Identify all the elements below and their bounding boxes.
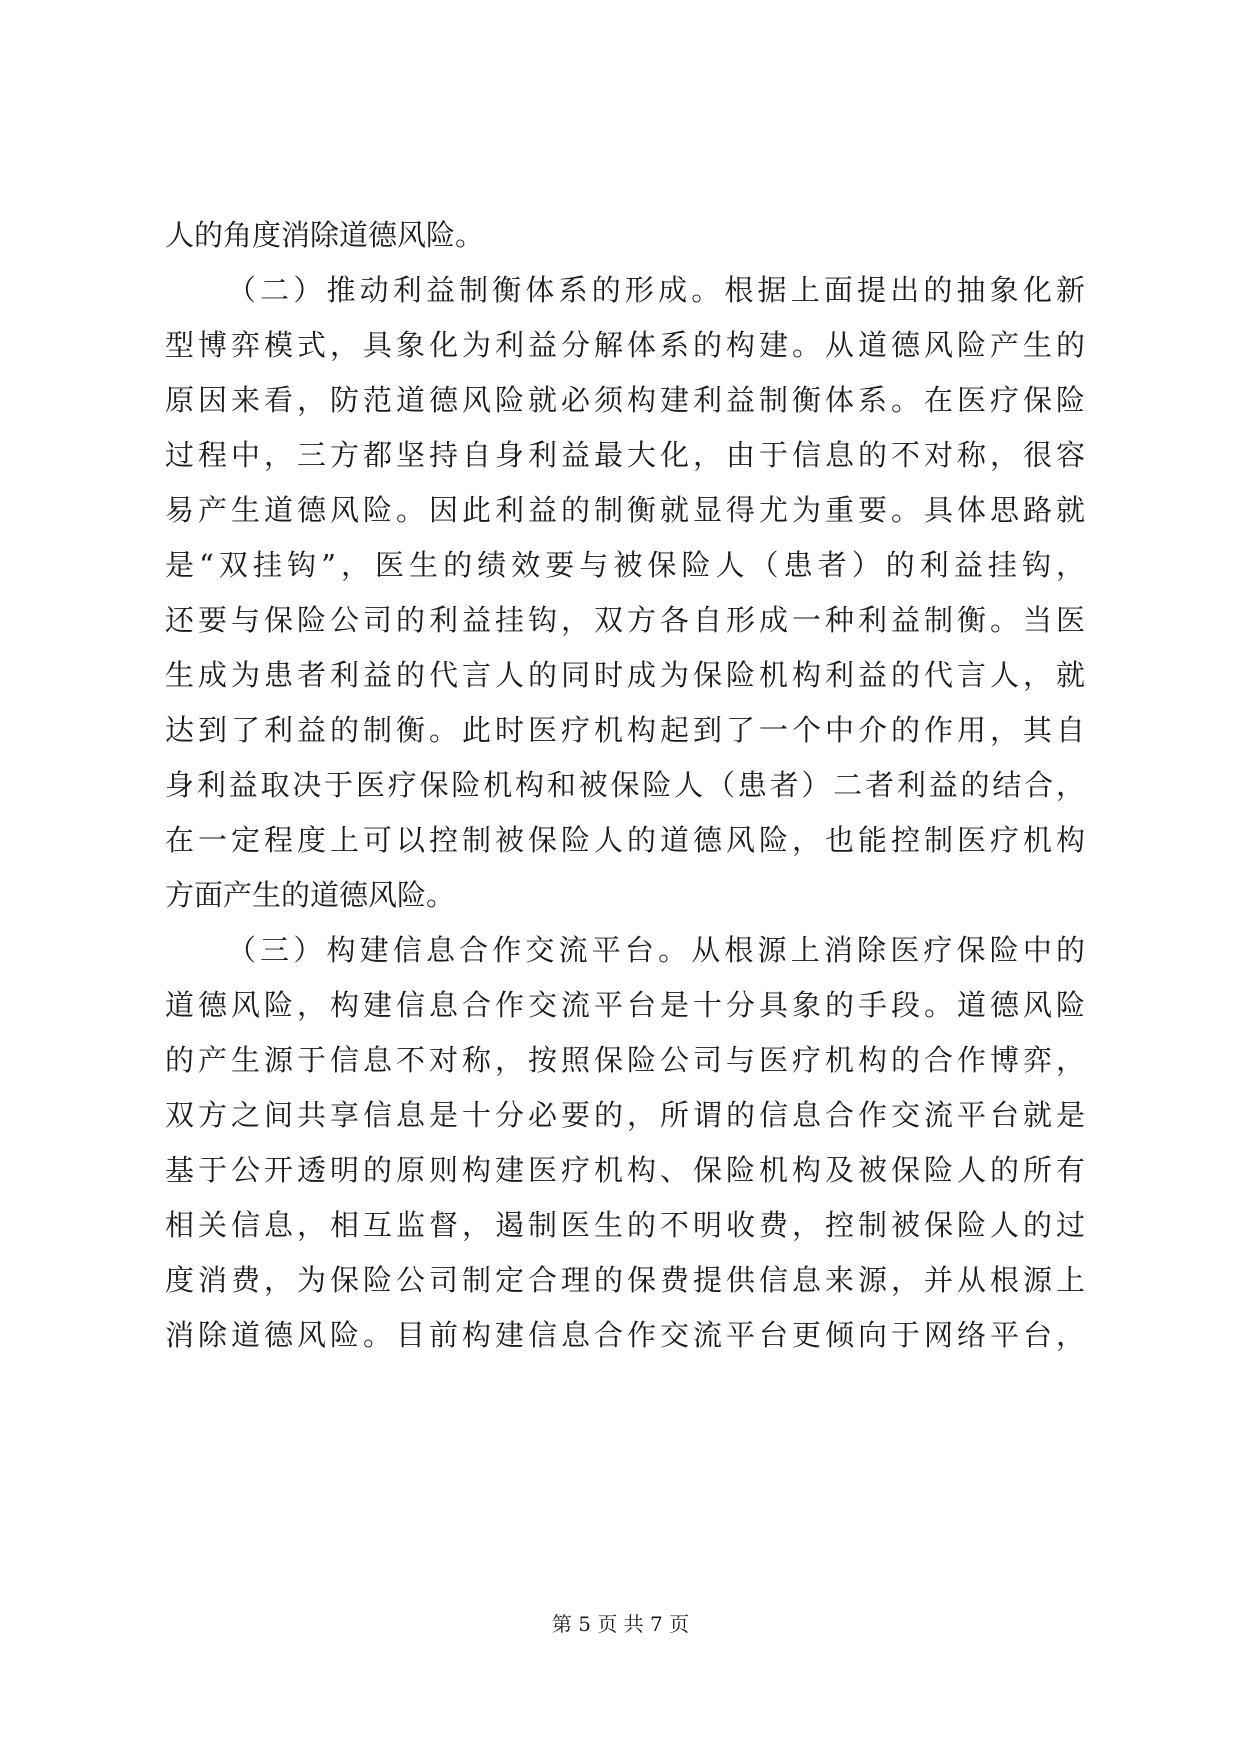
paragraph-3-line-4: 双方之间共享信息是十分必要的，所谓的信息合作交流平台就是 <box>165 1098 1085 1132</box>
paragraph-2-line-12: 方面产生的道德风险。 <box>165 878 456 912</box>
paragraph-3-line-8: 消除道德风险。目前构建信息合作交流平台更倾向于网络平台， <box>165 1318 1085 1352</box>
paragraph-2-line-10: 身利益取决于医疗保险机构和被保险人（患者）二者利益的结合， <box>165 768 1085 802</box>
text-line-1: 人的角度消除道德风险。 <box>165 218 485 252</box>
paragraph-3-line-1: （三）构建信息合作交流平台。从根源上消除医疗保险中的 <box>227 933 1085 967</box>
paragraph-3-line-5: 基于公开透明的原则构建医疗机构、保险机构及被保险人的所有 <box>165 1153 1085 1187</box>
page-footer: 第 5 页 共 7 页 <box>551 1612 690 1636</box>
paragraph-2-line-4: 过程中，三方都坚持自身利益最大化，由于信息的不对称，很容 <box>165 438 1085 472</box>
paragraph-2-line-6: 是“双挂钩”，医生的绩效要与被保险人（患者）的利益挂钩， <box>165 548 1085 582</box>
paragraph-3-line-7: 度消费，为保险公司制定合理的保费提供信息来源，并从根源上 <box>165 1263 1085 1297</box>
paragraph-3-line-3: 的产生源于信息不对称，按照保险公司与医疗机构的合作博弈， <box>165 1043 1085 1077</box>
paragraph-3-line-2: 道德风险，构建信息合作交流平台是十分具象的手段。道德风险 <box>165 988 1085 1022</box>
paragraph-3-line-6: 相关信息，相互监督，遏制医生的不明收费，控制被保险人的过 <box>165 1208 1085 1242</box>
paragraph-2-line-1: （二）推动利益制衡体系的形成。根据上面提出的抽象化新 <box>227 273 1085 307</box>
paragraph-2-line-7: 还要与保险公司的利益挂钩，双方各自形成一种利益制衡。当医 <box>165 603 1085 637</box>
paragraph-2-line-3: 原因来看，防范道德风险就必须构建利益制衡体系。在医疗保险 <box>165 383 1085 417</box>
paragraph-2-line-8: 生成为患者利益的代言人的同时成为保险机构利益的代言人，就 <box>165 658 1085 692</box>
paragraph-2-line-5: 易产生道德风险。因此利益的制衡就显得尤为重要。具体思路就 <box>165 493 1085 527</box>
paragraph-2-line-9: 达到了利益的制衡。此时医疗机构起到了一个中介的作用，其自 <box>165 713 1085 747</box>
paragraph-2-line-11: 在一定程度上可以控制被保险人的道德风险，也能控制医疗机构 <box>165 823 1085 857</box>
paragraph-2-line-2: 型博弈模式，具象化为利益分解体系的构建。从道德风险产生的 <box>165 328 1085 362</box>
